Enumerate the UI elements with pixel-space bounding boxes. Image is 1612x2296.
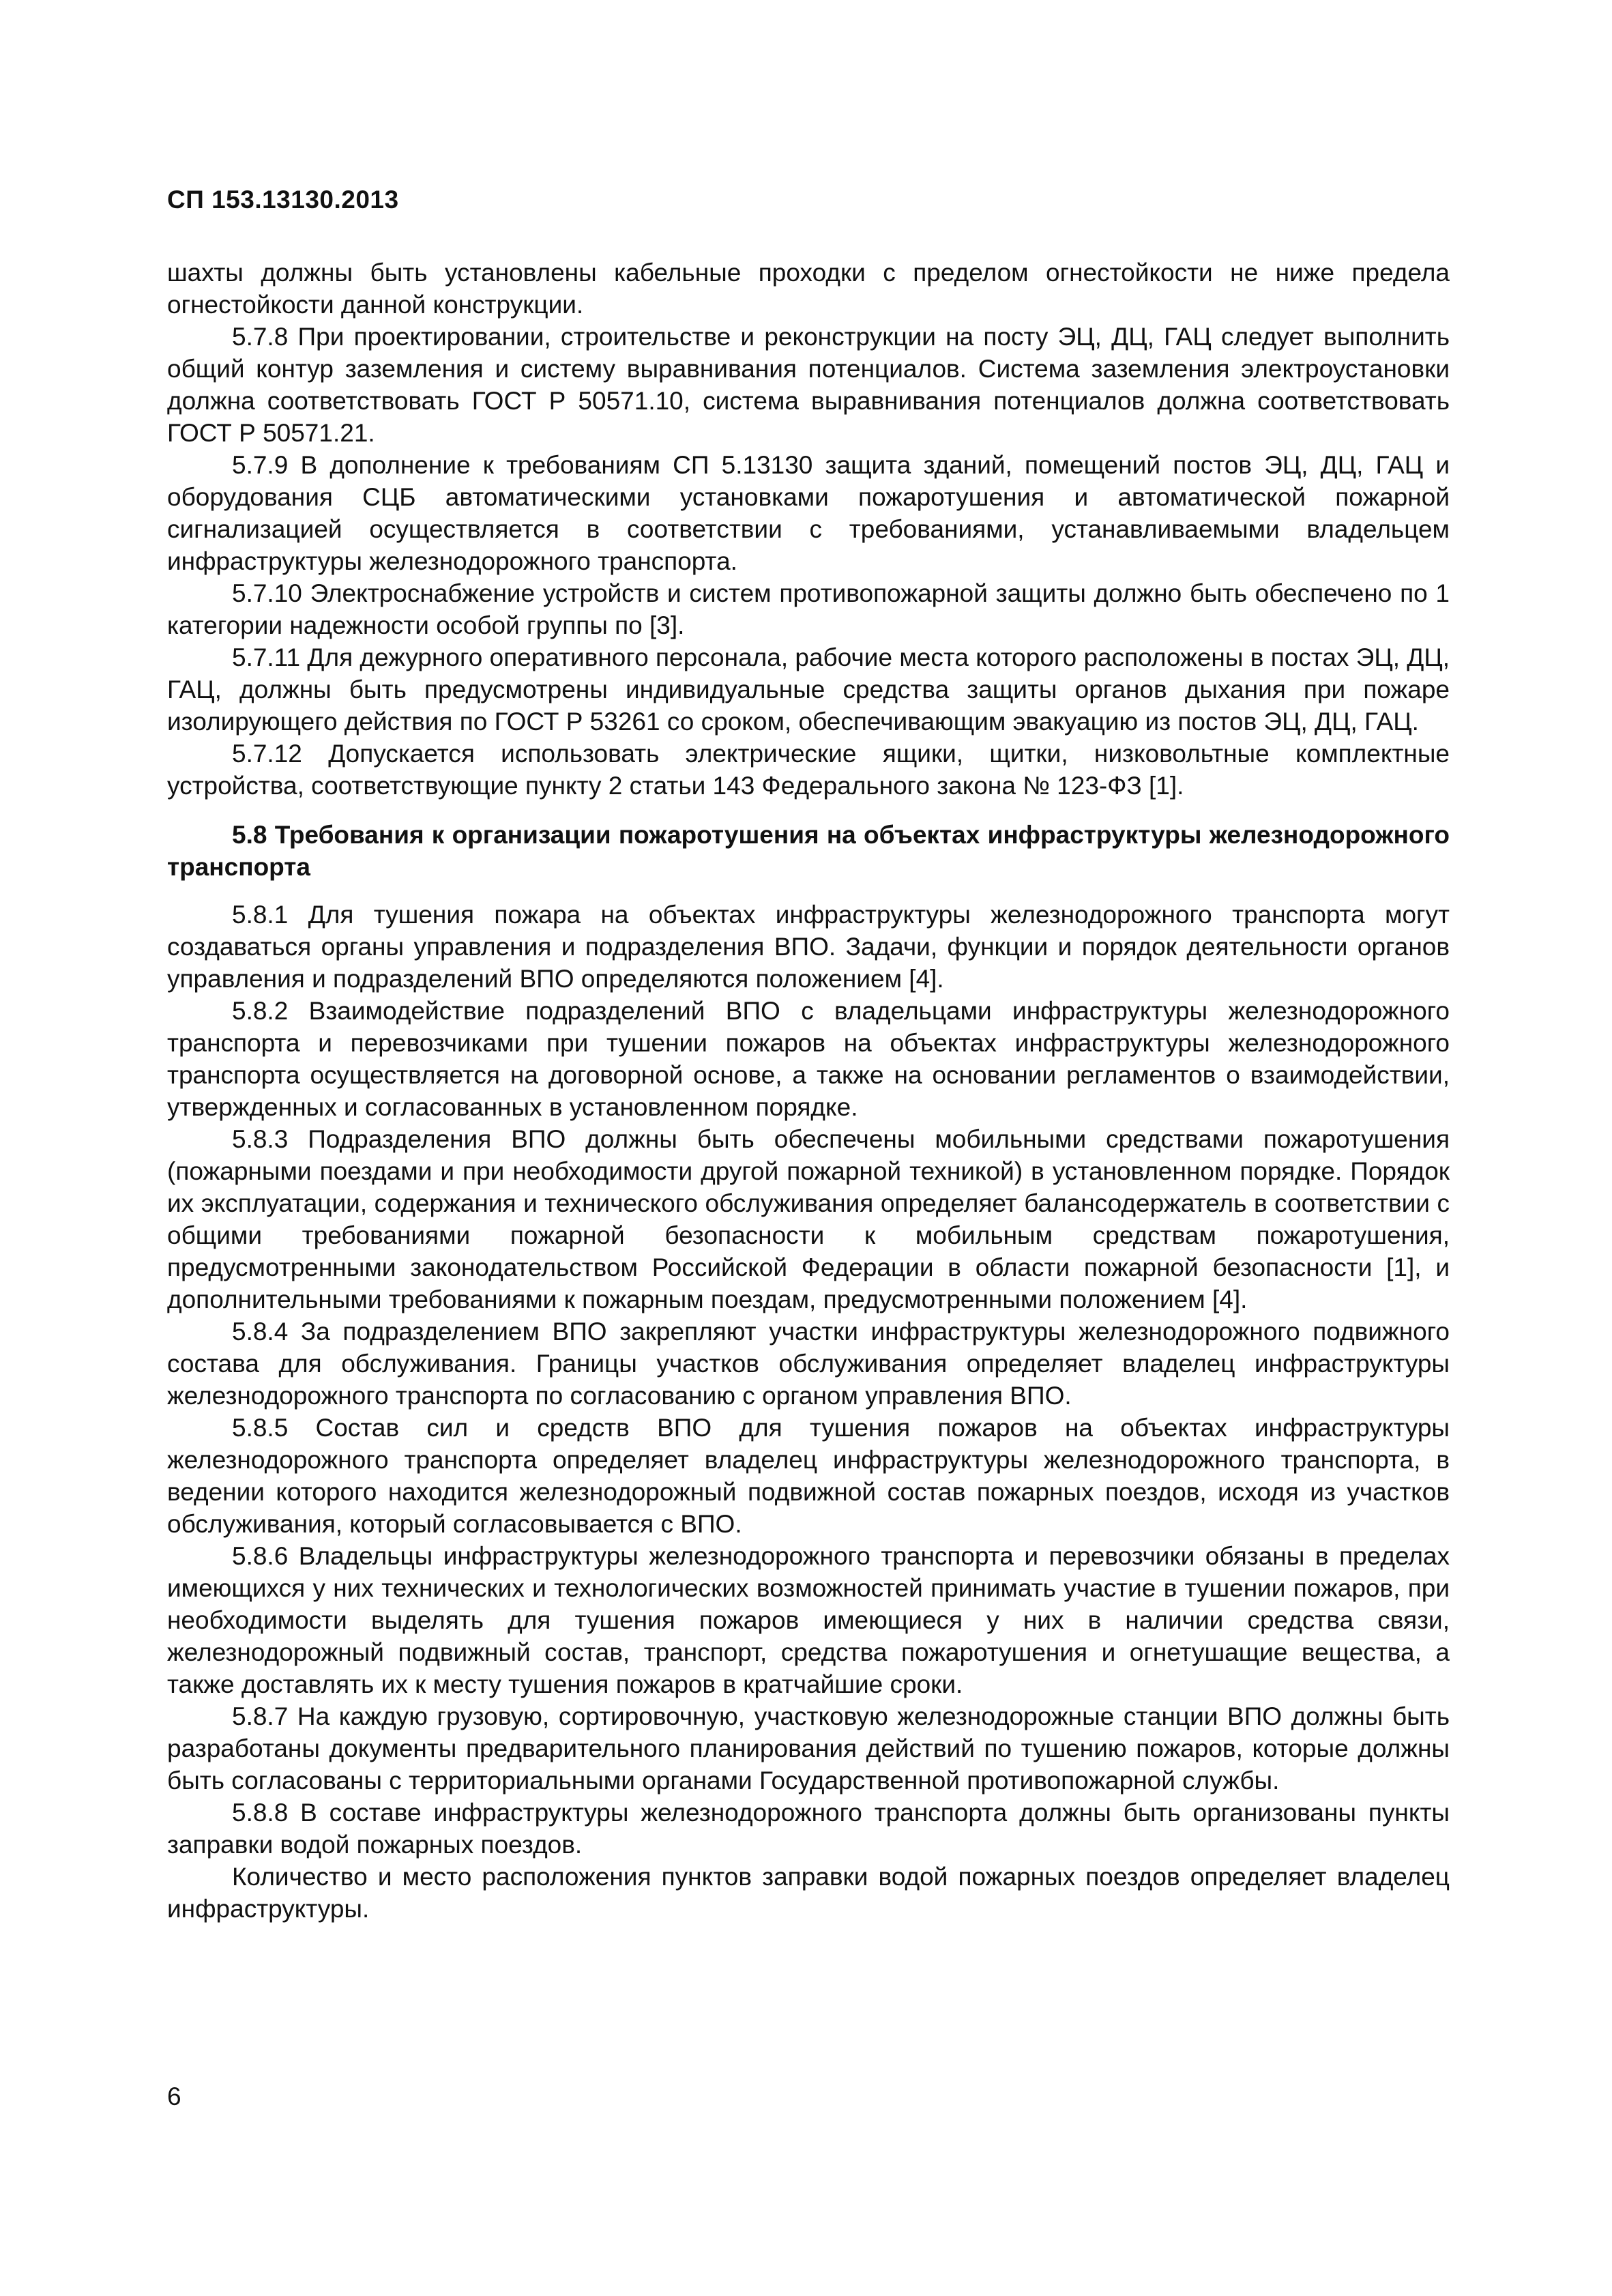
- paragraph-5-8-4: 5.8.4 За подразделением ВПО закрепляют участки инфраструктуры железнодорожного подвижного состава для обслуживания. Границы участков обслуживания определяет владелец инфраструктуры железнодорожного транспорта по согласованию с органом управления ВПО.: [167, 1318, 1450, 1410]
- paragraph-5-7-12: 5.7.12 Допускается использовать электрические ящики, щитки, низковольтные комплектные устройства, соответствующие пункту 2 статьи 143 Федерального закона № 123-ФЗ [1].: [167, 740, 1450, 800]
- paragraph-5-7-8: 5.7.8 При проектировании, строительстве и реконструкции на посту ЭЦ, ДЦ, ГАЦ следует выполнить общий контур заземления и систему выравнивания потенциалов. Система заземления электроустановки должна соответствовать ГОСТ Р 50571.10, система выравнивания потенциалов должна соответствовать ГОСТ Р 50571.21.: [167, 323, 1450, 447]
- paragraph-5-8-2: 5.8.2 Взаимодействие подразделений ВПО с владельцами инфраструктуры железнодорожного транспорта и перевозчиками при тушении пожаров на объектах инфраструктуры железнодорожного транспорта осуществляется на договорной основе, а также на основании регламентов о взаимодействии, утвержденных и согласованных в установленном порядке.: [167, 997, 1450, 1121]
- paragraph-5-8-8: 5.8.8 В составе инфраструктуры железнодорожного транспорта должны быть организованы пункты заправки водой пожарных поездов.: [167, 1799, 1450, 1859]
- paragraph-continuation: шахты должны быть установлены кабельные проходки с пределом огнестойкости не ниже предела огнестойкости данной конструкции.: [167, 259, 1450, 319]
- paragraph-5-8-1: 5.8.1 Для тушения пожара на объектах инфраструктуры железнодорожного транспорта могут создаваться органы управления и подразделения ВПО. Задачи, функции и порядок деятельности органов управления и подразделений ВПО определяются положением [4].: [167, 901, 1450, 993]
- paragraph-5-8-6: 5.8.6 Владельцы инфраструктуры железнодорожного транспорта и перевозчики обязаны в пределах имеющихся у них технических и технологических возможностей принимать участие в тушении пожаров, при необходимости выделять для тушения пожаров имеющиеся у них в наличии средства связи, железнодорожный подвижный состав, транспорт, средства пожаротушения и огнетушащие вещества, а также доставлять их к месту тушения пожаров в кратчайшие сроки.: [167, 1542, 1450, 1698]
- paragraph-water-points: Количество и место расположения пунктов заправки водой пожарных поездов определяет владелец инфраструктуры.: [167, 1863, 1450, 1923]
- paragraph-5-8-3: 5.8.3 Подразделения ВПО должны быть обеспечены мобильными средствами пожаротушения (пожарными поездами и при необходимости другой пожарной техникой) в установленном порядке. Порядок их эксплуатации, содержания и технического обслуживания определяет балансодержатель в соответствии с общими требованиями пожарной безопасности к мобильным средствам пожаротушения, предусмотренными законодательством Российской Федерации в области пожарной безопасности [1], и дополнительными требованиями к пожарным поездам, предусмотренными положением [4].: [167, 1125, 1450, 1313]
- paragraph-5-7-9: 5.7.9 В дополнение к требованиям СП 5.13130 защита зданий, помещений постов ЭЦ, ДЦ, ГАЦ и оборудования СЦБ автоматическими установками пожаротушения и автоматической пожарной сигнализацией осуществляется в соответствии с требованиями, устанавливаемыми владельцем инфраструктуры железнодорожного транспорта.: [167, 451, 1450, 575]
- paragraph-5-7-10: 5.7.10 Электроснабжение устройств и систем противопожарной защиты должно быть обеспечено по 1 категории надежности особой группы по [3].: [167, 579, 1450, 639]
- document-code-header: СП 153.13130.2013: [167, 186, 399, 214]
- page-number: 6: [167, 2082, 181, 2110]
- paragraph-5-7-11: 5.7.11 Для дежурного оперативного персонала, рабочие места которого расположены в постах ЭЦ, ДЦ, ГАЦ, должны быть предусмотрены индивидуальные средства защиты органов дыхания при пожаре изолирующего действия по ГОСТ Р 53261 со сроком, обеспечивающим эвакуацию из постов ЭЦ, ДЦ, ГАЦ.: [167, 643, 1450, 736]
- paragraph-5-8-5: 5.8.5 Состав сил и средств ВПО для тушения пожаров на объектах инфраструктуры железнодорожного транспорта определяет владелец инфраструктуры железнодорожного транспорта, в ведении которого находится железнодорожный подвижной состав пожарных поездов, исходя из участков обслуживания, который согласовывается с ВПО.: [167, 1414, 1450, 1538]
- document-body: [167, 257, 1450, 1925]
- paragraph-5-8-7: 5.8.7 На каждую грузовую, сортировочную, участковую железнодорожные станции ВПО должны быть разработаны документы предварительного планирования действий по тушению пожаров, которые должны быть согласованы с территориальными органами Государственной противопожарной службы.: [167, 1702, 1450, 1794]
- section-heading-5-8: 5.8 Требования к организации пожаротушения на объектах инфраструктуры железнодорожного транспорта: [167, 821, 1450, 881]
